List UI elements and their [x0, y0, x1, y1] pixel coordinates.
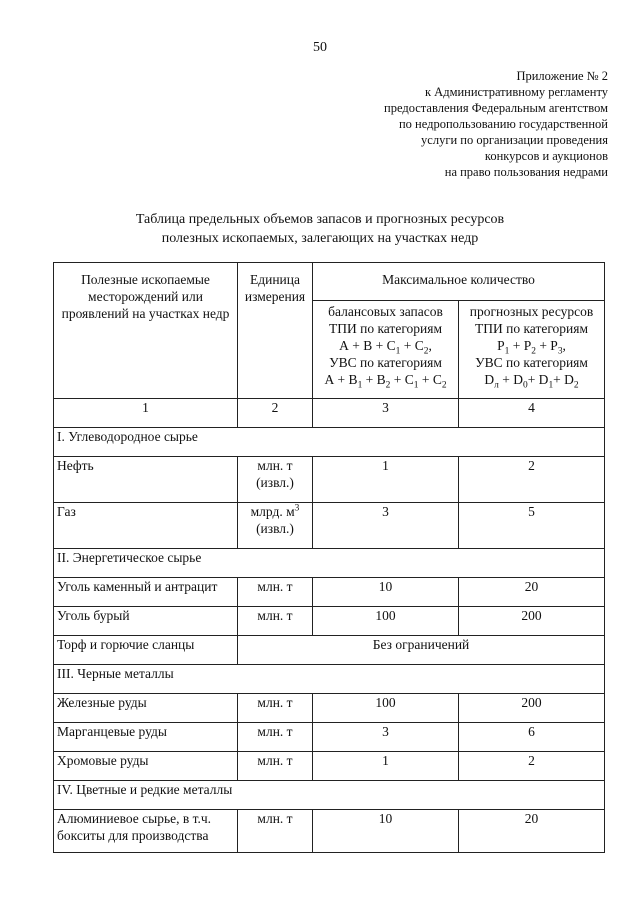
column-number: 1 [54, 399, 238, 428]
header-unit: Единица измерения [238, 263, 313, 399]
unit-cell: млн. т [238, 752, 313, 781]
header-line: балансовых запасов [328, 304, 443, 319]
appendix-line: предоставления Федеральным агентством [384, 101, 608, 115]
header-balance-reserves [313, 301, 459, 399]
section-row [54, 428, 605, 457]
table-row [54, 457, 605, 503]
table-title-line: Таблица предельных объемов запасов и прогнозных ресурсов [135, 212, 505, 227]
balance-value: 10 [313, 578, 459, 607]
appendix-line: по недропользованию государственной [398, 117, 608, 131]
forecast-value: 200 [459, 607, 605, 636]
section-title: IV. Цветные и редкие металлы [54, 781, 605, 810]
table-row [54, 694, 605, 723]
header-line: ТПИ по категориям [328, 321, 443, 336]
balance-value: 3 [313, 723, 459, 752]
mineral-name: Торф и горючие сланцы [54, 636, 238, 665]
appendix-line: на право пользования недрами [444, 165, 608, 179]
table-row [54, 607, 605, 636]
column-number: 4 [459, 399, 605, 428]
unit-cell: млн. т [238, 578, 313, 607]
section-title: I. Углеводородное сырье [54, 428, 605, 457]
header-formula: $А + В + С_1 + С_2$, [339, 338, 432, 357]
mineral-name: Нефть [54, 457, 238, 503]
unit-cell: млн. т [238, 694, 313, 723]
unit-cell: млн. т [238, 607, 313, 636]
section-row [54, 781, 605, 810]
table-row [54, 810, 605, 853]
forecast-value: 20 [459, 578, 605, 607]
mineral-name: Алюминиевое сырье, в т.ч. бокситы для производства [54, 810, 238, 853]
balance-value: 100 [313, 694, 459, 723]
unit-cell: млрд. $м^3$ (извл.) [238, 503, 313, 549]
forecast-value: 200 [459, 694, 605, 723]
appendix-line: Приложение № 2 [516, 69, 608, 83]
forecast-value: 6 [459, 723, 605, 752]
header-formula: $D_л + D_0+ D_1+ D_2$ [484, 372, 579, 391]
header-line: ТПИ по категориям [474, 321, 589, 336]
section-row [54, 549, 605, 578]
no-limit-cell: Без ограничений [238, 636, 605, 665]
header-row [54, 263, 605, 301]
unit-cell: млн. т [238, 810, 313, 853]
section-title: II. Энергетическое сырье [54, 549, 605, 578]
table-title-line: полезных ископаемых, залегающих на участках недр [161, 231, 479, 246]
column-number-row [54, 399, 605, 428]
unit-cell: млн. т (извл.) [238, 457, 313, 503]
forecast-value: 20 [459, 810, 605, 853]
mineral-name: Марганцевые руды [54, 723, 238, 752]
mineral-name: Уголь бурый [54, 607, 238, 636]
unit-cell: млн. т [238, 723, 313, 752]
mineral-name: Газ [54, 503, 238, 549]
forecast-value: 2 [459, 457, 605, 503]
table-row [54, 503, 605, 549]
balance-value: 3 [313, 503, 459, 549]
appendix-line: услуги по организации проведения [421, 133, 608, 147]
appendix-line: конкурсов и аукционов [484, 149, 608, 163]
balance-value: 100 [313, 607, 459, 636]
table-row [54, 578, 605, 607]
column-number: 2 [238, 399, 313, 428]
header-mineral: Полезные ископаемые месторождений или проявлений на участках недр [54, 263, 238, 399]
page-number: 50 [313, 40, 327, 55]
balance-value: 10 [313, 810, 459, 853]
appendix-note [384, 68, 608, 180]
forecast-value: 5 [459, 503, 605, 549]
table-row [54, 723, 605, 752]
mineral-name: Уголь каменный и антрацит [54, 578, 238, 607]
table-row [54, 636, 605, 665]
section-row [54, 665, 605, 694]
header-formula: $Р_1 + Р_2 + Р_3$, [497, 338, 566, 357]
forecast-value: 2 [459, 752, 605, 781]
header-forecast-resources [459, 301, 605, 399]
balance-value: 1 [313, 457, 459, 503]
section-title: III. Черные металлы [54, 665, 605, 694]
header-line: УВС по категориям [329, 355, 442, 370]
appendix-line: к Административному регламенту [424, 85, 608, 99]
table-row [54, 752, 605, 781]
mineral-name: Хромовые руды [54, 752, 238, 781]
table-title [0, 210, 640, 248]
balance-value: 1 [313, 752, 459, 781]
column-number: 3 [313, 399, 459, 428]
header-line: УВС по категориям [475, 355, 588, 370]
reserves-table [53, 262, 605, 853]
header-formula: $А + В_1 + В_2 + С_1 + С_2$ [324, 372, 447, 391]
header-line: прогнозных ресурсов [469, 304, 594, 319]
header-max-quantity: Максимальное количество [313, 263, 605, 301]
mineral-name: Железные руды [54, 694, 238, 723]
